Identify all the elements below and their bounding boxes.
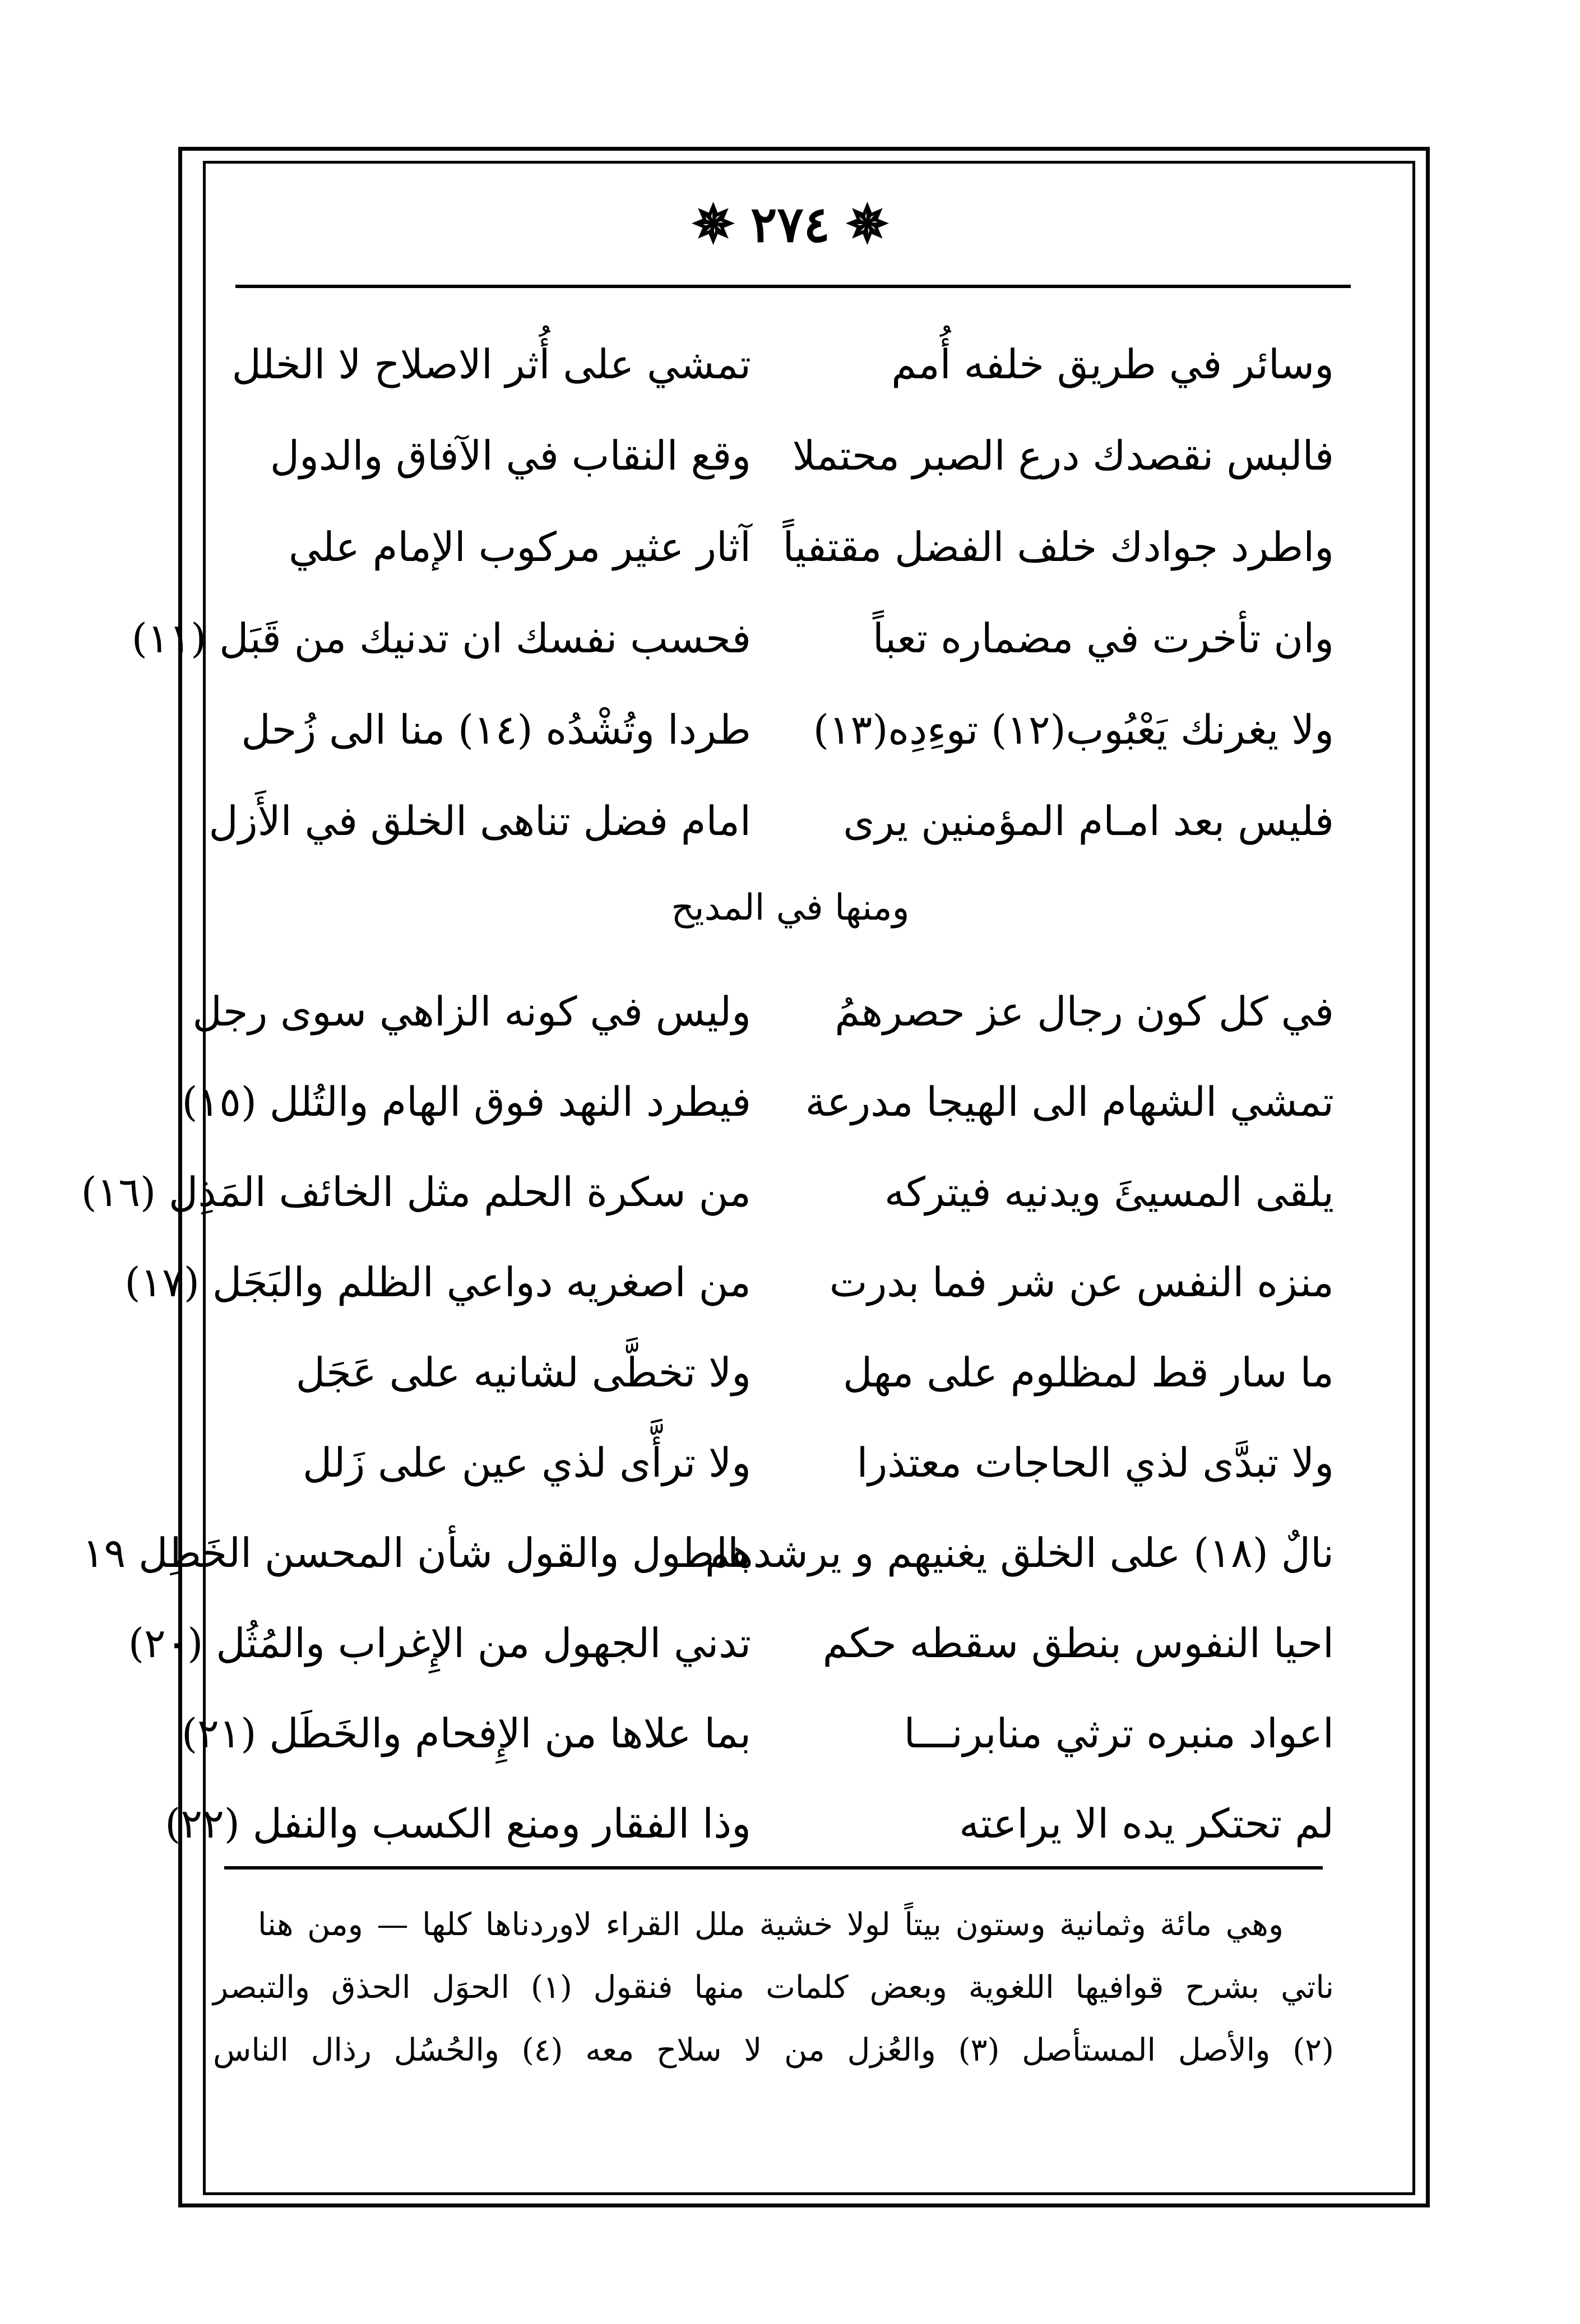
verse-second-hemistich: من اصغريه دواعي الظلم والبَجَل (١٧) (124, 1259, 751, 1306)
verse-second-hemistich: بما علاها من الإِفحام والخَطَل (٢١) (181, 1710, 751, 1757)
verse (124, 1237, 1334, 1327)
verse (81, 1147, 1334, 1237)
verse-second-hemistich: طردا وتُشْدُه (١٤) منا الى زُحل (241, 706, 751, 753)
verse (213, 685, 1334, 774)
header-rule (235, 285, 1351, 288)
verse-first-hemistich: فليس بعد امـام المؤمنين يرى (843, 797, 1334, 845)
footnote-line: ناتي بشرح قوافيها اللغوية وبعض كلمات منها فنقول (١) الحوَل الحذق والتبصر (213, 1969, 1335, 2006)
verse-first-hemistich: وان تأخرت في مضماره تعباً (872, 615, 1334, 662)
verse-second-hemistich: بالطول والقول شأن المحسن الخَطِل ١٩ (82, 1529, 751, 1576)
section-heading: ومنها في المديح (671, 887, 910, 929)
verse (131, 593, 1334, 683)
verse-second-hemistich: ولا تخطَّى لشانيه على عَجَل (295, 1349, 751, 1396)
verse-first-hemistich: ولا يغرنك يَعْبُوب(١٢) توءِدِه(١٣) (813, 706, 1334, 753)
verse-first-hemistich: واطرد جوادك خلف الفضل مقتفياً (782, 523, 1334, 570)
verse (182, 1057, 1334, 1147)
verse-first-hemistich: في كل كون رجال عز حصرهمُ (835, 988, 1334, 1035)
verse-second-hemistich: فيطرد النهد فوق الهام والتُلل (١٥) (182, 1078, 751, 1125)
verse-first-hemistich: فالبس نقصدك درع الصبر محتملا (792, 432, 1334, 479)
page-number: ٢٧٤ (750, 195, 830, 253)
verse-first-hemistich: ما سار قط لمظلوم على مهل (842, 1349, 1334, 1396)
verse (181, 1689, 1334, 1778)
verse (213, 1418, 1334, 1507)
verse-first-hemistich: لم تحتكر يده الا يراعته (959, 1800, 1334, 1847)
verse-second-hemistich: تدني الجهول من الإِغراب والمُثُل (٢٠) (128, 1620, 751, 1667)
verse (128, 1598, 1334, 1688)
verse-second-hemistich: وقع النقاب في الآفاق والدول (270, 432, 751, 479)
verse-first-hemistich: يلقى المسيئَ ويدنيه فيتركه (884, 1168, 1334, 1216)
verse-second-hemistich: ولا ترأَّى لذي عين على زَلل (302, 1439, 751, 1486)
verse-second-hemistich: امام فضل تناهى الخلق في الأَزل (208, 797, 751, 845)
verse (208, 776, 1334, 866)
verse-second-hemistich: وليس في كونه الزاهي سوى رجل (192, 988, 751, 1035)
verse-first-hemistich: اعواد منبره ترثي منابرنـــا (903, 1710, 1334, 1757)
verse-first-hemistich: تمشي الشهام الى الهيجا مدرعة (805, 1078, 1334, 1125)
star-ornament-icon: ✵ (692, 194, 735, 254)
page-number-header (678, 185, 902, 263)
verse (82, 1508, 1334, 1598)
verse-first-hemistich: احيا النفوس بنطق سقطه حكم (822, 1620, 1334, 1667)
verse-second-hemistich: فحسب نفسك ان تدنيك من قَبَل (١١) (131, 615, 751, 662)
verse-second-hemistich: تمشي على أُثر الاصلاح لا الخلل (231, 341, 751, 388)
verse (213, 319, 1334, 409)
verse-first-hemistich: وسائر في طريق خلفه أُمم (891, 341, 1334, 388)
verse (165, 1779, 1334, 1868)
verse-second-hemistich: وذا الفقار ومنع الكسب والنفل (٢٢) (165, 1800, 751, 1847)
star-ornament-icon: ✵ (845, 194, 889, 254)
footnote-rule (224, 1866, 1323, 1870)
verse (213, 1328, 1334, 1417)
verse-second-hemistich: آثار عثير مركوب الإمام علي (289, 523, 751, 570)
verse (192, 967, 1334, 1056)
verse-first-hemistich: ولا تبدَّى لذي الحاجات معتذرا (856, 1439, 1334, 1486)
verse-first-hemistich: نالٌ (١٨) على الخلق يغنيهم و يرشدهم (705, 1529, 1334, 1576)
verse (213, 502, 1334, 592)
verse (213, 411, 1334, 500)
footnote-line: وهي مائة وثمانية وستون بيتاً لولا خشية ملل القراء لاوردناها كلها — ومن هنا (258, 1906, 1284, 1943)
verse-first-hemistich: منزه النفس عن شر فما بدرت (829, 1259, 1334, 1306)
footnote-line: (٢) والأصل المستأصل (٣) والعُزل من لا سلاح معه (٤) والحُسُل رذال الناس (213, 2032, 1334, 2068)
verse-second-hemistich: من سكرة الحلم مثل الخائف المَذِل (١٦) (81, 1168, 751, 1216)
